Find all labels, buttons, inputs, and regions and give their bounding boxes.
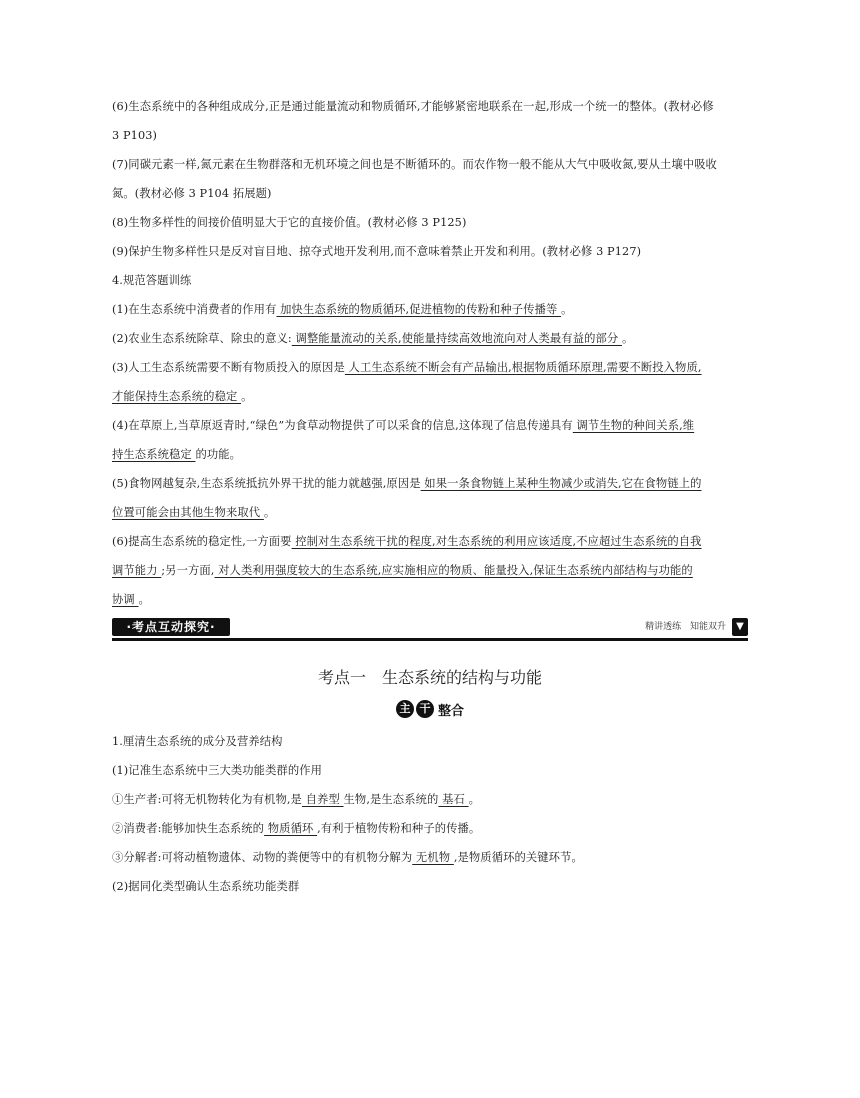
section-header-subtitle: 精讲透练 知能双升 bbox=[645, 622, 726, 632]
line-text: (4)在草原上,当草原返青时,“绿色”为食草动物提供了可以采食的信息,这体现了信息传递具有 bbox=[112, 419, 573, 432]
line-text: 的功能。 bbox=[195, 448, 242, 461]
answer-blank: 位置可能会由其他生物来取代 bbox=[112, 506, 264, 519]
line-text: 。 bbox=[138, 593, 150, 606]
line-text: (2)农业生态系统除草、除虫的意义: bbox=[112, 332, 292, 345]
line-text: (9)保护生物多样性只是反对盲目地、掠夺式地开发利用,而不意味着禁止开发和利用。(教材必修 3 P127) bbox=[112, 245, 642, 258]
answer-blank: 调节能力 bbox=[112, 564, 162, 577]
text-line bbox=[112, 814, 748, 843]
answer-blank: 持生态系统稳定 bbox=[112, 448, 196, 461]
line-text: (1)在生态系统中消费者的作用有 bbox=[112, 303, 277, 316]
line-text: 4.规范答题训练 bbox=[112, 274, 192, 287]
answer-blank: 调整能量流动的关系,使能量持续高效地流向对人类最有益的部分 bbox=[291, 332, 622, 345]
text-line bbox=[112, 469, 748, 498]
answer-blank: 调节生物的种间关系,维 bbox=[572, 419, 695, 432]
line-text: ③分解者:可将动植物遗体、动物的粪便等中的有机物分解为 bbox=[112, 851, 413, 864]
answer-blank: 人工生态系统不断会有产品输出,根据物质循环原理,需要不断投入物质, bbox=[344, 361, 702, 374]
section-header-label: ·考点互动探究· bbox=[112, 618, 230, 636]
ecosystem-components-section bbox=[112, 727, 748, 901]
line-text: (1)记准生态系统中三大类功能类群的作用 bbox=[112, 764, 323, 777]
text-line bbox=[112, 872, 748, 901]
answer-blank: 才能保持生态系统的稳定 bbox=[112, 390, 242, 403]
badge-char-2: 干 bbox=[416, 700, 434, 718]
answer-blank: 控制对生态系统干扰的程度,对生态系统的利用应该适度,不应超过生态系统的自我 bbox=[291, 535, 702, 548]
text-line bbox=[112, 585, 748, 614]
answer-blank: 物质循环 bbox=[264, 822, 318, 835]
line-text: (7)同碳元素一样,氮元素在生物群落和无机环境之间也是不断循环的。而农作物一般不能从大气中吸收氮,要从土壤中吸收 bbox=[112, 158, 717, 171]
text-line bbox=[112, 266, 748, 295]
recall-and-answer-section bbox=[112, 92, 748, 614]
text-line bbox=[112, 556, 748, 585]
section-header-bar bbox=[112, 618, 748, 641]
line-text: (3)人工生态系统需要不断有物质投入的原因是 bbox=[112, 361, 345, 374]
line-text: 。 bbox=[468, 793, 480, 806]
line-text: (5)食物网越复杂,生态系统抵抗外界干扰的能力就越强,原因是 bbox=[112, 477, 421, 490]
text-line bbox=[112, 382, 748, 411]
answer-blank: 基石 bbox=[438, 793, 469, 806]
answer-blank: 加快生态系统的物质循环,促进植物的传粉和种子传播等 bbox=[276, 303, 562, 316]
text-line bbox=[112, 527, 748, 556]
text-line bbox=[112, 324, 748, 353]
text-line bbox=[112, 843, 748, 872]
answer-blank: 无机物 bbox=[412, 851, 454, 864]
text-line bbox=[112, 179, 748, 208]
line-text: 生物,是生态系统的 bbox=[343, 793, 439, 806]
line-text: 。 bbox=[621, 332, 634, 345]
line-text: (2)据同化类型确认生态系统功能类群 bbox=[112, 880, 300, 893]
badge-char-1: 主 bbox=[396, 700, 414, 718]
text-line bbox=[112, 785, 748, 814]
text-line bbox=[112, 208, 748, 237]
text-line bbox=[112, 295, 748, 324]
text-line bbox=[112, 411, 748, 440]
text-line bbox=[112, 498, 748, 527]
line-text: 。 bbox=[561, 303, 573, 316]
text-line bbox=[112, 756, 748, 785]
line-text: (6)提高生态系统的稳定性,一方面要 bbox=[112, 535, 292, 548]
badge-word: 整合 bbox=[437, 703, 464, 719]
answer-blank: 如果一条食物链上某种生物减少或消失,它在食物链上的 bbox=[420, 477, 702, 490]
line-text: ②消费者:能够加快生态系统的 bbox=[112, 822, 265, 835]
line-text: ,有利于植物传粉和种子的传播。 bbox=[317, 822, 481, 835]
text-line bbox=[112, 440, 748, 469]
line-text: (8)生物多样性的间接价值明显大于它的直接价值。(教材必修 3 P125) bbox=[112, 216, 467, 229]
answer-blank: 自养型 bbox=[301, 793, 344, 806]
answer-blank: 协调 bbox=[112, 593, 139, 606]
line-text: ;另一方面, bbox=[161, 564, 215, 577]
topic-title: 考点一 生态系统的结构与功能 bbox=[317, 668, 542, 687]
text-line bbox=[112, 150, 748, 179]
line-text: ,是物质循环的关键环节。 bbox=[453, 851, 583, 864]
text-line bbox=[112, 121, 748, 150]
document-page bbox=[112, 92, 748, 901]
answer-blank: 对人类利用强度较大的生态系统,应实施相应的物质、能量投入,保证生态系统内部结构与功能的 bbox=[214, 564, 693, 577]
text-line bbox=[112, 237, 748, 266]
line-text: (6)生态系统中的各种组成成分,正是通过能量流动和物质循环,才能够紧密地联系在一起,形成一个统一的整体。(教材必修 bbox=[112, 100, 714, 113]
line-text: 3 P103) bbox=[112, 129, 158, 142]
text-line bbox=[112, 727, 748, 756]
line-text: 。 bbox=[263, 506, 276, 519]
line-text: ①生产者:可将无机物转化为有机物,是 bbox=[112, 793, 302, 806]
line-text: 1.厘清生态系统的成分及营养结构 bbox=[112, 735, 283, 748]
main-integration-badge bbox=[112, 697, 748, 723]
text-line bbox=[112, 92, 748, 121]
text-line bbox=[112, 353, 748, 382]
line-text: 。 bbox=[241, 390, 253, 403]
collapse-arrow-icon[interactable]: ▼ bbox=[732, 618, 748, 636]
line-text: 氮。(教材必修 3 P104 拓展题) bbox=[112, 187, 272, 200]
